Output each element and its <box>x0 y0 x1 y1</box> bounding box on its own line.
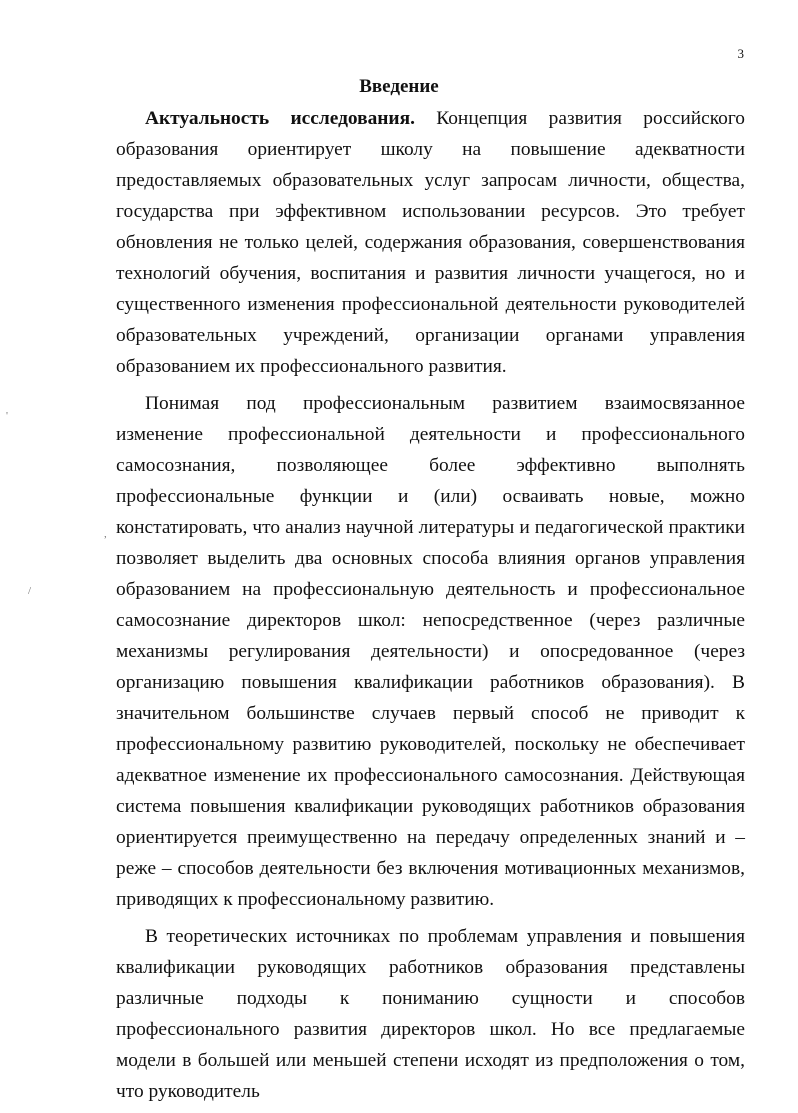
paragraph-lead: Актуальность исследования. <box>145 108 415 129</box>
scan-speck: ' <box>6 410 8 422</box>
scan-speck: , <box>104 528 107 540</box>
page-title: Введение <box>359 76 439 97</box>
paragraph-text: Концепция развития российского образования ориентирует школу на повышение адекватности предоставляемых образовательных услуг запросам личности, общества, государства при эффективном использовании ресурсов. Это требует обновления не только целей, содержания образования, совершенствования технологий обучения, воспитания и развития личности учащегося, но и существенного изменения профессиональной деятельности руководителей образовательных учреждений, организации органами управления образованием их профессионального развития. <box>116 108 745 377</box>
paragraph-3 <box>116 921 745 1107</box>
page-number: 3 <box>737 46 744 61</box>
paragraph-text: В теоретических источниках по проблемам управления и повышения квалификации руководящих работников образования представлены различные подходы к пониманию сущности и способов профессионального развития директоров школ. Но все предлагаемые модели в большей или меньшей степени исходят из предположения о том, что руководитель <box>116 926 745 1102</box>
paragraph-1 <box>116 103 745 382</box>
paragraph-text: Понимая под профессиональным развитием взаимосвязанное изменение профессиональной деятельности и профессионального самосознания, позволяющее более эффективно выполнять профессиональные функции и (или) осваивать новые, можно констатировать, что анализ научной литературы и педагогической практики позволяет выделить два основных способа влияния органов управления образованием на профессиональную деятельность и профессиональное самосознание директоров школ: непосредственное (через различные механизмы регулирования деятельности) и опосредованное (через организацию повышения квалификации работников образования). В значительном большинстве случаев первый способ не приводит к профессиональному развитию руководителей, поскольку не обеспечивает адекватное изменение их профессионального самосознания. Действующая система повышения квалификации руководящих работников образования ориентируется преимущественно на передачу определенных знаний и – реже – способов деятельности без включения мотивационных механизмов, приводящих к профессиональному развитию. <box>116 393 745 910</box>
scan-speck: / <box>28 585 32 597</box>
body-text <box>116 103 745 1113</box>
paragraph-2 <box>116 388 745 915</box>
